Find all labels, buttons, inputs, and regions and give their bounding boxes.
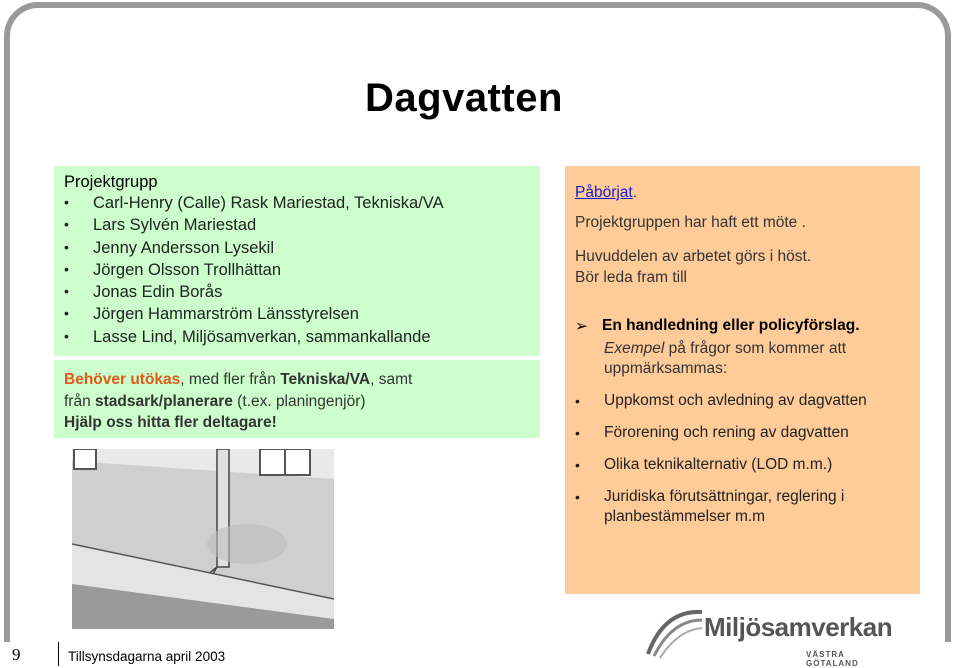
slide-title: Dagvatten (365, 76, 563, 120)
list-item: • Jörgen Olsson Trollhättan (64, 261, 444, 283)
building-drainpipe-photo (72, 449, 334, 629)
logo-subtitle: VÄSTRA GÖTALAND (806, 650, 859, 668)
member-list (64, 194, 444, 350)
status-line: Projektgruppen har haft ett möte . (575, 214, 806, 231)
footer-divider (58, 642, 59, 666)
list-item: • Jenny Andersson Lysekil (64, 239, 444, 261)
arrow-bullet-icon: ➢ (575, 318, 588, 335)
status-line: Bör leda fram till (575, 269, 687, 286)
list-item: • Jonas Edin Borås (64, 283, 444, 305)
list-item: • Juridiska förutsättningar, reglering i planbestämmelser m.m (575, 487, 914, 527)
list-item: • Förorening och rening av dagvatten (575, 423, 914, 443)
started-link[interactable]: Påbörjat (575, 184, 633, 201)
example-text: Exempel på frågor som kommer att uppmärksammas: (604, 340, 847, 377)
outcome-item: ➢ En handledning eller policyförslag. (575, 317, 860, 335)
status-started: Påbörjat. (575, 184, 638, 201)
list-item: • Uppkomst och avledning av dagvatten (575, 391, 914, 411)
call-to-action: Hjälp oss hitta fler deltagare! (64, 414, 277, 431)
project-group-heading: Projektgrupp (64, 173, 158, 191)
list-item: • Carl-Henry (Calle) Rask Mariestad, Tekniska/VA (64, 194, 444, 216)
logo-name: Miljösamverkan (704, 612, 893, 642)
logo-emblem-icon (644, 604, 704, 662)
list-item: • Jörgen Hammarström Länsstyrelsen (64, 305, 444, 327)
list-item: • Lars Sylvén Mariestad (64, 216, 444, 238)
status-line: Huvuddelen av arbetet görs i höst. (575, 248, 812, 265)
list-item: • Olika teknikalternativ (LOD m.m.) (575, 455, 914, 475)
needs-text: Behöver utökas, med fler från Tekniska/VA, samt från stadsark/planerare (t.ex. planingenjör) Hjälp oss hitta fler deltagare! (64, 369, 412, 434)
miljosamverkan-logo (644, 604, 893, 668)
needs-highlight: Behöver utökas (64, 371, 181, 388)
list-item: • Lasse Lind, Miljösamverkan, sammankallande (64, 328, 444, 350)
page-number: 9 (12, 645, 21, 664)
footer-text: Tillsynsdagarna april 2003 (68, 649, 226, 664)
